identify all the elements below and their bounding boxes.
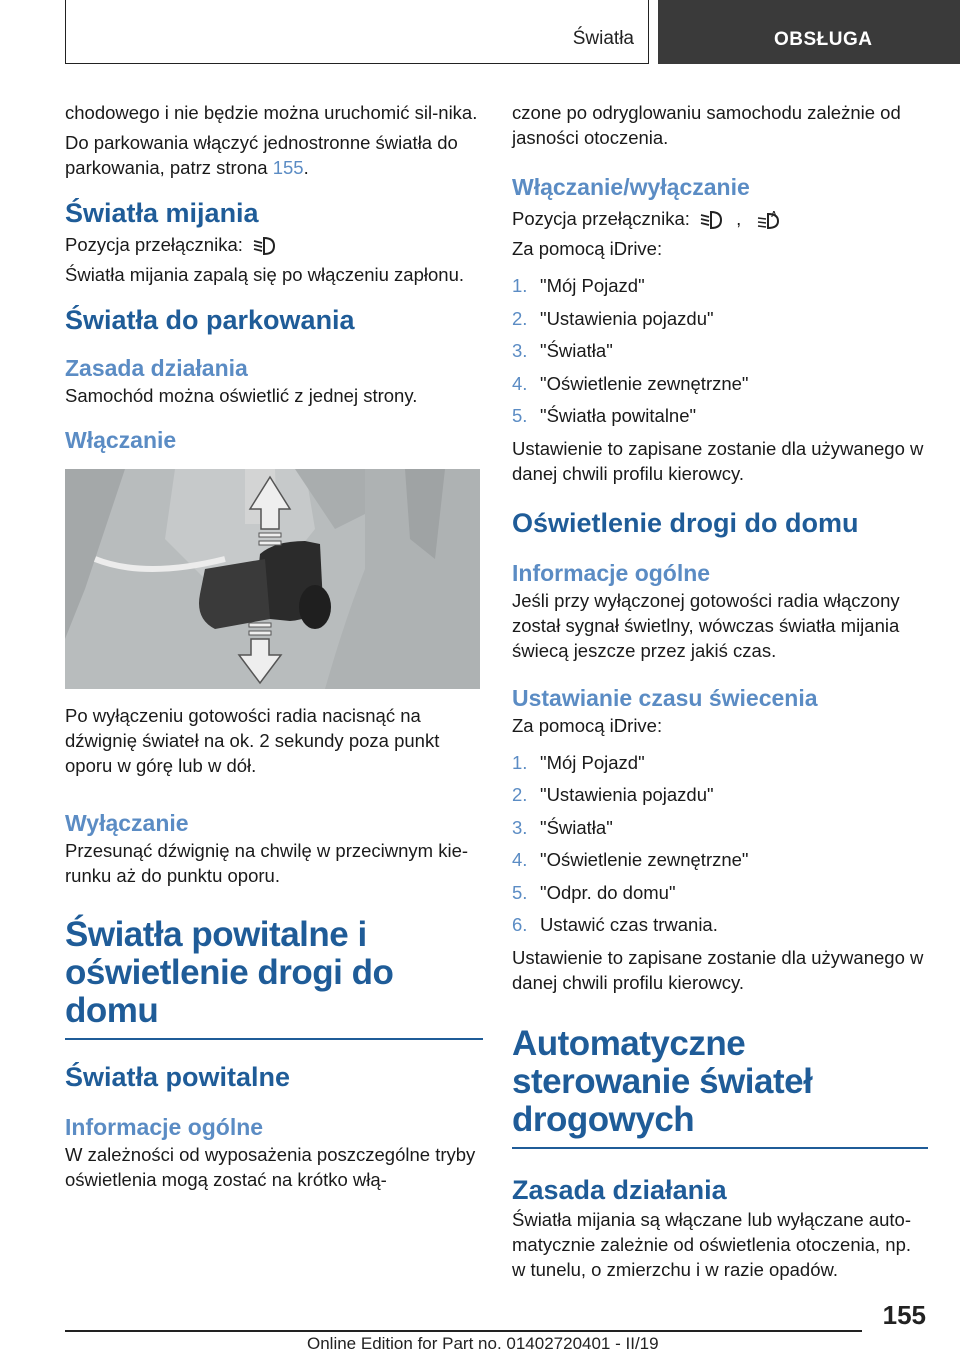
header-chapter-title: OBSŁUGA [774,29,873,50]
intro-paragraph-2 [65,130,483,180]
steps-list-welcome [512,273,928,428]
idrive-label: Za pomocą iDrive: [512,238,663,260]
continued-paragraph: czone po odryglowaniu samochodu zależnie od jasności otoczenia. [512,102,901,148]
heading-parking-lights: Światła do parkowania [65,305,355,336]
low-beam-icon [252,235,278,257]
footer-rule [65,1330,862,1332]
heading-principle: Zasada działania [65,355,248,382]
list-item: 4. "Oświetlenie zewnętrzne" [512,849,749,871]
heading-set-time: Ustawianie czasu świecenia [512,684,818,711]
saved-profile-paragraph-2: Ustawienie to zapisane zostanie dla używanego w danej chwili profilu kierowcy. [512,946,924,993]
list-item: 3. "Światła" [512,340,613,362]
intro-period: . [303,157,309,178]
header-section-box [65,0,649,64]
heading-welcome-lights-section: Światła powitalne i oświetlenie drogi do domu [65,915,394,1031]
steps-list-home [512,750,928,938]
list-item: 1. "Mój Pojazd" [512,751,645,773]
page-number: 155 [882,1300,926,1330]
switch-position-label: Pozycja przełącznika: [65,234,243,255]
home-general-paragraph: Jeśli przy wyłączonej gotowości radia włączony został sygnał świetlny, wówczas światła mijania świecą jeszcze przez jakiś czas. [512,589,900,661]
svg-text:A: A [771,210,778,220]
low-beam-paragraph: Światła mijania zapalą się po włączeniu zapłonu. [65,264,465,286]
on-off-switch-position [512,206,928,231]
heading-home-general: Informacje ogólne [512,559,711,586]
heading-switch-on: Włączanie [65,427,177,454]
idrive-label-2: Za pomocą iDrive: [512,714,663,736]
heading-home-lights: Oświetlenie drogi do domu [512,507,859,538]
auto-headlight-icon [756,209,782,231]
list-item: 2. "Ustawienia pojazdu" [512,784,714,806]
heading-low-beam: Światła mijania [65,198,259,228]
general-info-paragraph: W zależności od wyposażenia poszczególne tryby oświetlenia mogą zostać na krótko włą- [65,1144,476,1191]
heading-welcome-lights: Światła powitalne [65,1062,291,1093]
list-item: 5. "Światła powitalne" [512,405,697,427]
switch-position-label-2: Pozycja przełącznika: [512,208,690,229]
low-beam-icon [699,209,725,231]
list-item: 2. "Ustawienia pojazdu" [512,307,714,329]
heading-auto-principle: Zasada działania [512,1174,727,1205]
heading-general-info: Informacje ogólne [65,1114,264,1141]
section-rule [65,1038,483,1040]
icon-separator: , [736,208,742,229]
switch-on-paragraph: Po wyłączeniu gotowości radia nacisnąć na dźwignię świateł na ok. 2 sekundy poza punkt oporu w górę lub w dół. [65,705,440,777]
principle-paragraph: Samochód można oświetlić z jednej strony. [65,385,418,407]
list-item: 1. "Mój Pojazd" [512,275,645,297]
page-link[interactable]: 155 [272,157,304,178]
list-item: 4. "Oświetlenie zewnętrzne" [512,372,749,394]
heading-auto-high-beam-section: Automatyczne sterowanie świateł drogowych [512,1023,813,1139]
heading-switch-off: Wyłączanie [65,810,189,837]
list-item: 5. "Odpr. do domu" [512,881,676,903]
footer-edition: Online Edition for Part no. 01402720401 - II/19 [307,1334,659,1353]
section-rule [512,1147,928,1149]
header-chapter-tab [658,0,960,64]
header-section-title: Światła [572,28,634,49]
saved-profile-paragraph-1: Ustawienie to zapisane zostanie dla używanego w danej chwili profilu kierowcy. [512,437,924,484]
turn-signal-lever-illustration [65,469,480,689]
right-column [512,100,928,1282]
low-beam-switch-position [65,232,483,257]
left-column [65,100,483,1192]
auto-principle-paragraph: Światła mijania są włączane lub wyłączane auto-matycznie zależnie od oświetlenia otoczenia, np. w tunelu, o zmierzchu i w razie opadów. [512,1208,912,1280]
list-item: 3. "Światła" [512,816,613,838]
switch-off-paragraph: Przesunąć dźwignię na chwilę w przeciwnym kie-runku aż do punktu oporu. [65,840,469,887]
heading-on-off: Włączanie/wyłączanie [512,174,750,200]
intro-paragraph-1: chodowego i nie będzie można uruchomić sil-nika. [65,102,478,123]
list-item: 6. Ustawić czas trwania. [512,914,718,936]
intro-text: Do parkowania włączyć jednostronne światła do parkowania, patrz strona [65,132,458,178]
